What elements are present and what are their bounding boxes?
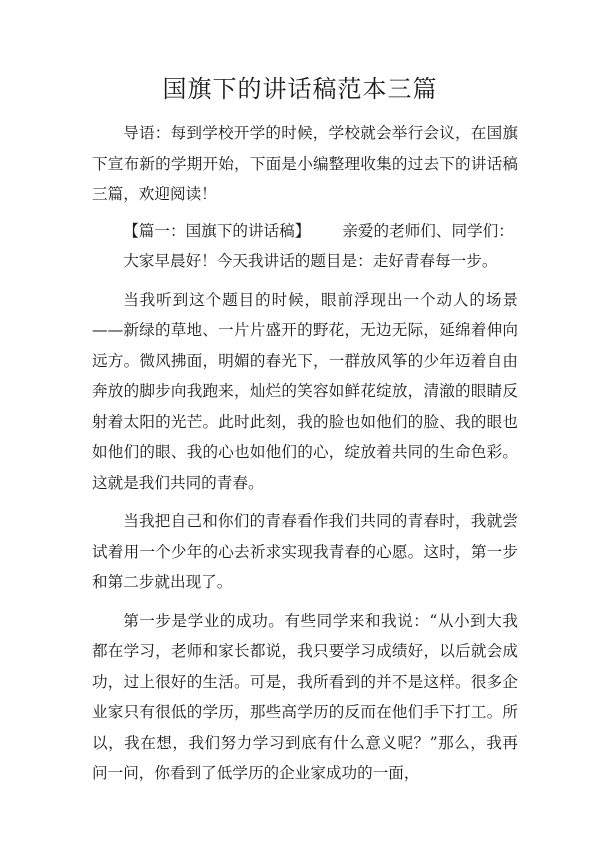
document-body — [92, 118, 518, 789]
body-paragraph: 第一步是学业的成功。有些同学来和我说：“从小到大我都在学习，老师和家长都说，我只要学习成绩好，以后就会成功，过上很好的生活。可是，我所看到的并不是这样。很多企业家只有很低的学历，那些高学历的反而在他们手下打工。所以，我在想，我们努力学习到底有什么意义呢？”那么，我再问一问，你看到了低学历的企业家成功的一面， — [92, 611, 518, 782]
salutation: 亲爱的老师们、同学们： — [342, 221, 514, 240]
body-paragraph: 大家早晨好！今天我讲话的题目是：走好青春每一步。 — [123, 252, 498, 270]
document-title: 国旗下的讲话稿范本三篇 — [162, 75, 438, 103]
section-title: 【篇一：国旗下的讲话稿】 — [123, 221, 311, 240]
intro-paragraph: 导语：每到学校开学的时候，学校就会举行会议，在国旗下宣布新的学期开始，下面是小编整理收集的过去下的讲话稿三篇，欢迎阅读！ — [92, 124, 518, 203]
section-heading-line — [92, 216, 518, 247]
body-paragraph: 当我把自己和你们的青春看作我们共同的青春时，我就尝试着用一个少年的心去祈求实现我青春的心愿。这时，第一步和第二步就出现了。 — [92, 512, 518, 591]
body-paragraph: 当我听到这个题目的时候，眼前浮现出一个动人的场景——新绿的草地、一片片盛开的野花，无边无际，延绵着伸向远方。微风拂面，明媚的春光下，一群放风筝的少年迈着自由奔放的脚步向我跑来，灿烂的笑容如鲜花绽放，清澈的眼睛反射着太阳的光芒。此时此刻，我的脸也如他们的脸、我的眼也如他们的眼、我的心也如他们的心，绽放着共同的生命色彩。这就是我们共同的青春。 — [92, 290, 518, 492]
